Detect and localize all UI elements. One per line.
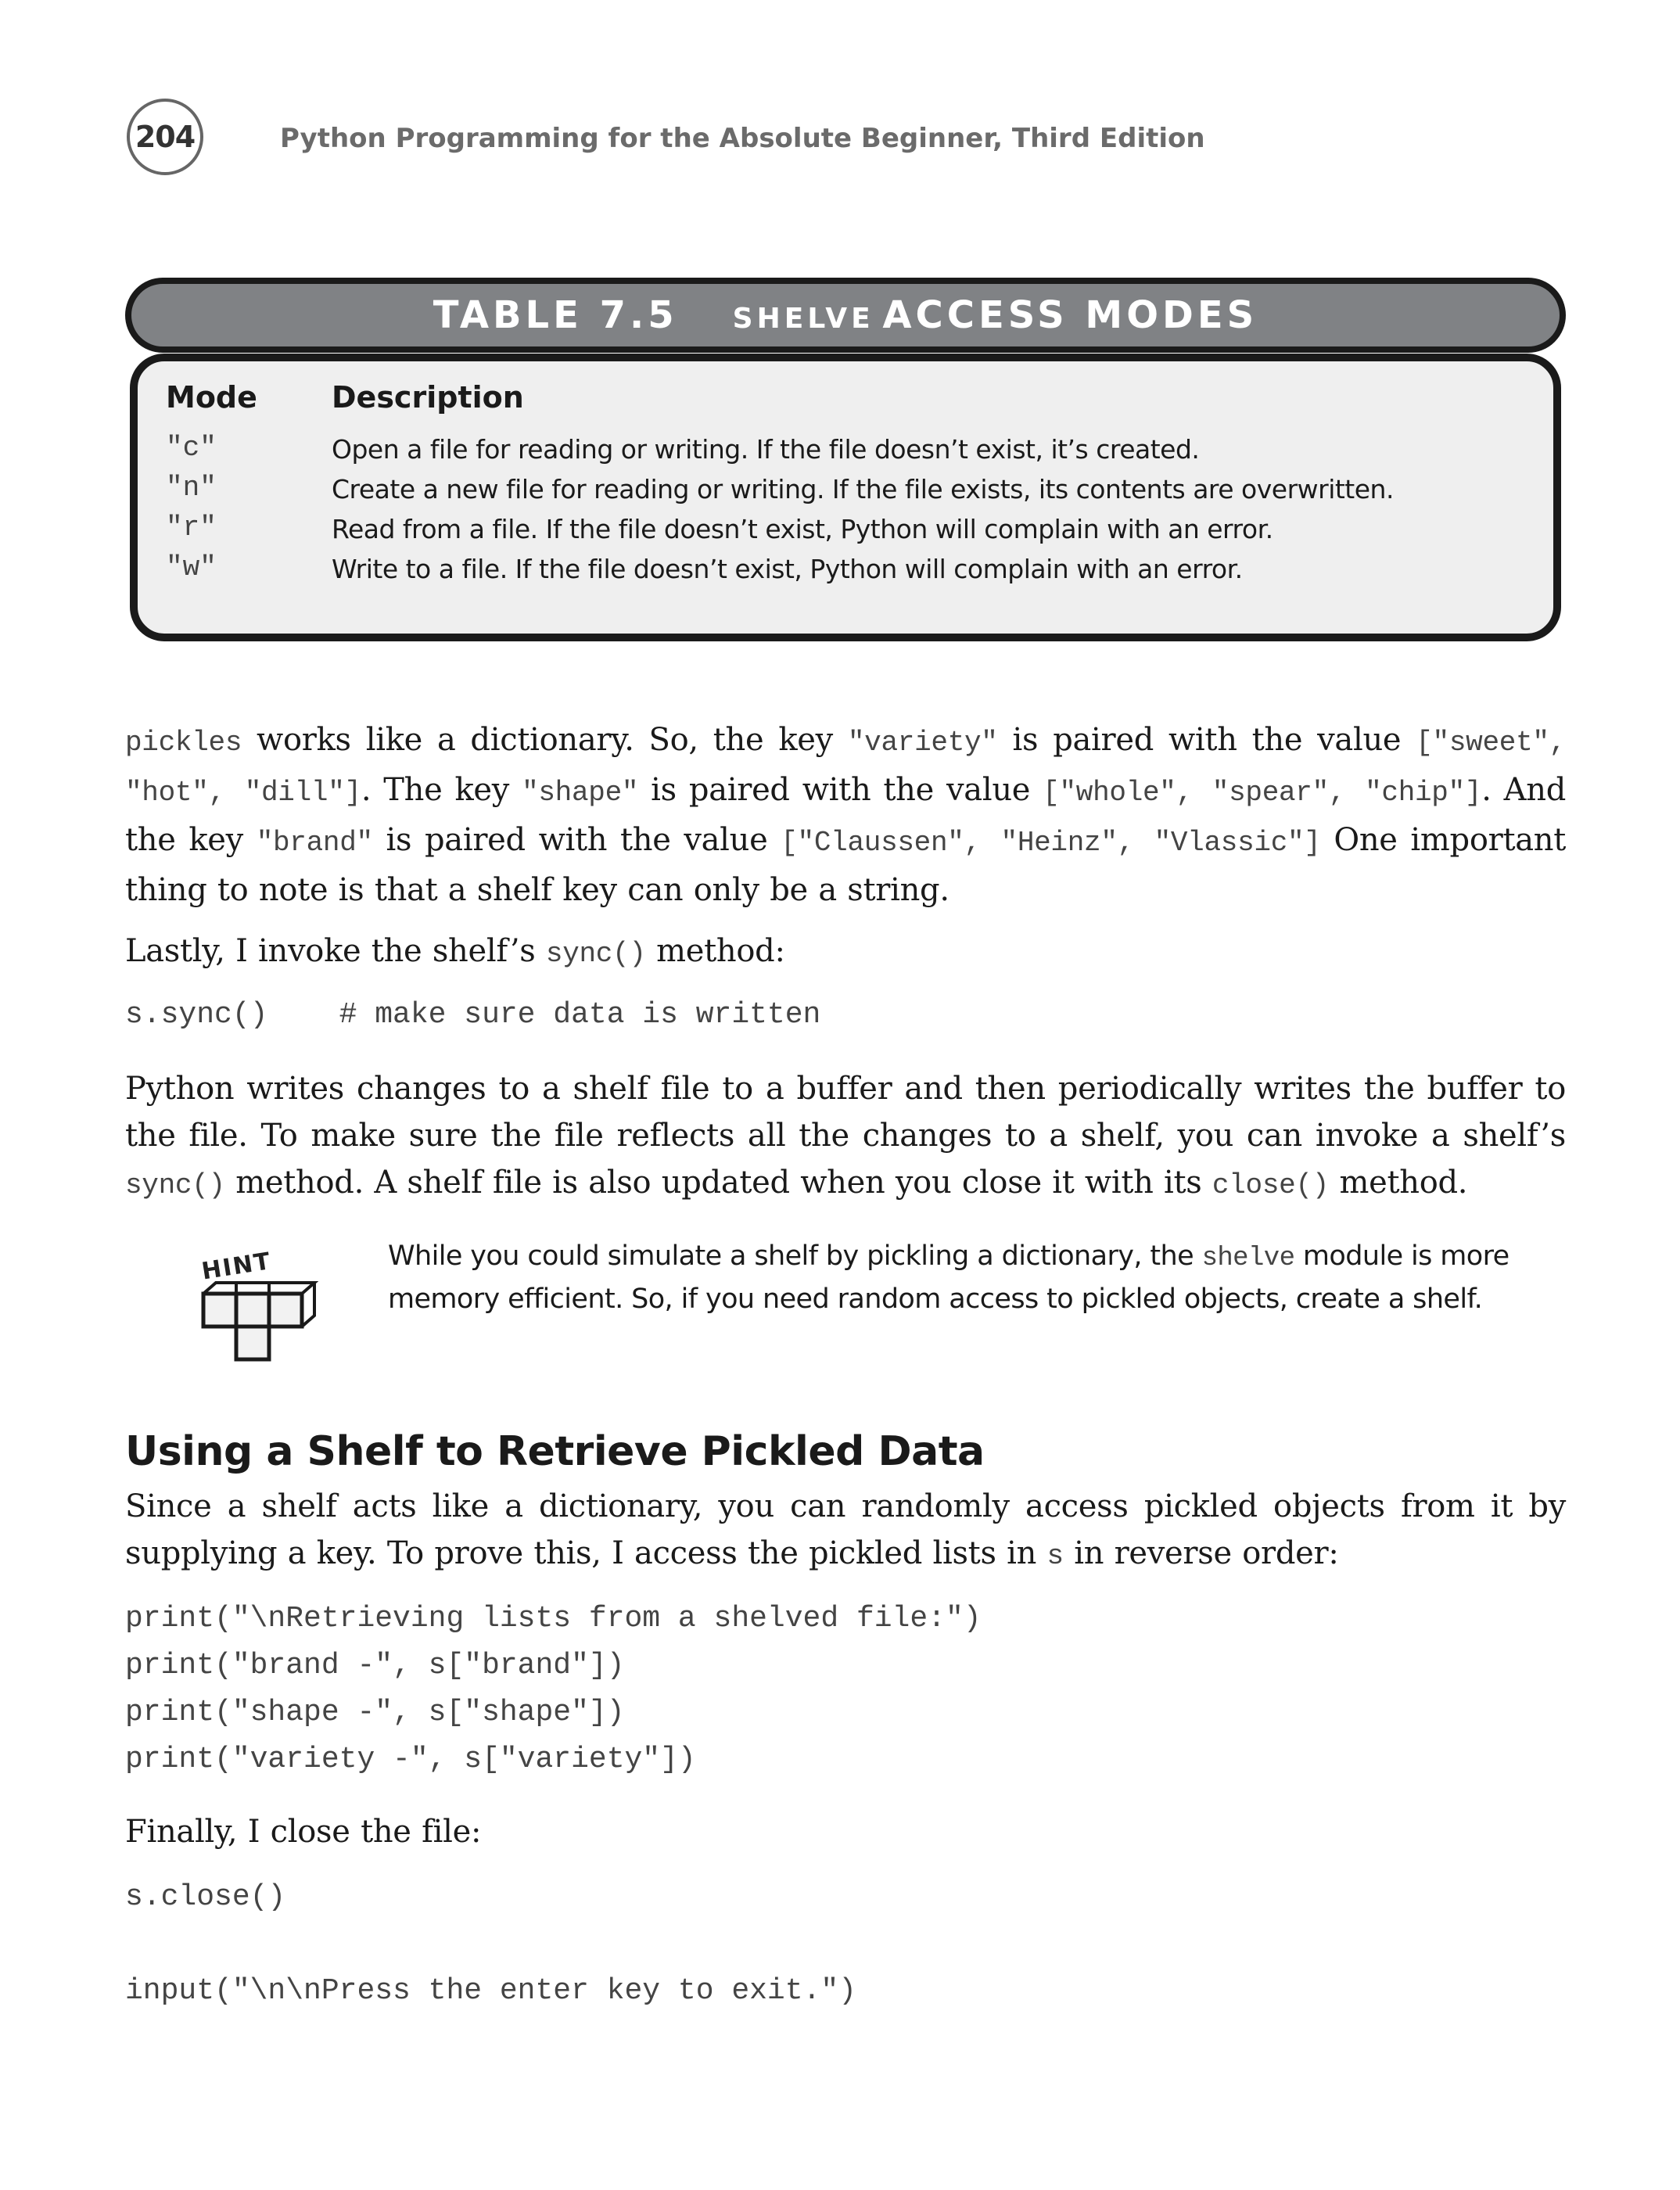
table-row (166, 431, 217, 464)
table-header-mode: Mode (166, 380, 257, 415)
text-run: One important thing to note is that a shelf key can only be a string. (125, 822, 1566, 908)
inline-code: ["Claussen", "Heinz", "Vlassic"] (781, 827, 1321, 859)
paragraph-retrieve (125, 1483, 1566, 1580)
table-title (125, 278, 1566, 353)
text-run: method: (645, 933, 785, 969)
table-row-desc (332, 554, 1243, 585)
inline-code: ["whole", "spear", "chip"] (1043, 777, 1482, 809)
hint-text (388, 1236, 1569, 1319)
table-title-suffix: ACCESS MODES (882, 293, 1258, 337)
table-row (166, 551, 217, 583)
table-cell-description: Write to a file. If the file doesn’t exist, Python will complain with an error. (332, 554, 1243, 584)
inline-code: close() (1212, 1169, 1330, 1201)
table-cell-mode: "w" (166, 551, 217, 583)
text-run: method. (1329, 1165, 1468, 1201)
text-run: in reverse order: (1063, 1535, 1339, 1571)
inline-code: "brand" (256, 827, 373, 859)
inline-code: sync() (125, 1169, 225, 1201)
code-input: input("\n\nPress the enter key to exit.") (125, 1974, 856, 2008)
text-run: . And the key (125, 772, 1566, 858)
paragraph-invoke-sync (125, 928, 1566, 978)
table-cell-description: Read from a file. If the file doesn’t exist, Python will complain with an error. (332, 514, 1273, 544)
text-run: Since a shelf acts like a dictionary, you can randomly access pickled objects from it by supplying a key. To prove this, I access the pickled lists in (125, 1488, 1566, 1571)
table-header-description: Description (332, 380, 524, 415)
code-line: print("shape -", s["shape"]) (125, 1696, 625, 1729)
table-row (166, 471, 217, 504)
inline-code: s (1046, 1540, 1064, 1572)
page-number: 204 (127, 99, 203, 175)
text-run: . The key (361, 772, 522, 808)
inline-code: pickles (125, 727, 242, 759)
code-close: s.close() (125, 1880, 286, 1914)
text-run: method. A shelf file is also updated when you close it with its (224, 1165, 1212, 1201)
table-cell-description: Create a new file for reading or writing. If the file exists, its contents are overwritten. (332, 474, 1394, 504)
running-head: Python Programming for the Absolute Beginner, Third Edition (280, 123, 1205, 154)
table-title-module: SHELVE (732, 303, 874, 335)
table-row (166, 511, 217, 544)
table-row-desc (332, 434, 1199, 465)
text-run: Lastly, I invoke the shelf’s (125, 933, 546, 969)
inline-code: "shape" (522, 777, 639, 809)
paragraph-close: Finally, I close the file: (125, 1814, 482, 1850)
table-cell-mode: "c" (166, 432, 217, 464)
inline-code: "variety" (847, 727, 998, 759)
section-heading: Using a Shelf to Retrieve Pickled Data (125, 1428, 985, 1475)
hint-icon-label: HINT (199, 1247, 274, 1286)
inline-code: shelve (1201, 1244, 1295, 1273)
paragraph-buffer (125, 1065, 1566, 1209)
table-row-desc (332, 474, 1394, 505)
table-row-desc (332, 514, 1273, 545)
text-run: module is more memory efficient. So, if you need random access to pickled objects, create a shelf. (388, 1240, 1509, 1315)
table-cell-mode: "n" (166, 472, 217, 504)
table-cell-mode: "r" (166, 512, 217, 544)
table-title-prefix: TABLE 7.5 (433, 293, 678, 337)
hint-icon (196, 1236, 328, 1369)
text-run: Python writes changes to a shelf file to a buffer and then periodically writes the buffer to the file. To make sure the file reflects all the changes to a shelf, you can invoke a shelf’s (125, 1071, 1566, 1154)
table-cell-description: Open a file for reading or writing. If the file doesn’t exist, it’s created. (332, 434, 1200, 465)
text-run: works like a dictionary. So, the key (242, 722, 848, 758)
text-run: is paired with the value (997, 722, 1416, 758)
code-line: print("variety -", s["variety"]) (125, 1743, 696, 1776)
paragraph-dictionary-keys (125, 716, 1566, 914)
code-sync: s.sync() # make sure data is written (125, 998, 821, 1032)
text-run: is paired with the value (372, 822, 781, 858)
inline-code: ["sweet", "hot", "dill"] (125, 727, 1566, 809)
inline-code: sync() (545, 938, 646, 970)
code-line: print("\nRetrieving lists from a shelved file:") (125, 1602, 982, 1635)
text-run: While you could simulate a shelf by pickling a dictionary, the (388, 1240, 1202, 1272)
text-run: is paired with the value (638, 772, 1043, 808)
code-line: print("brand -", s["brand"]) (125, 1649, 625, 1682)
